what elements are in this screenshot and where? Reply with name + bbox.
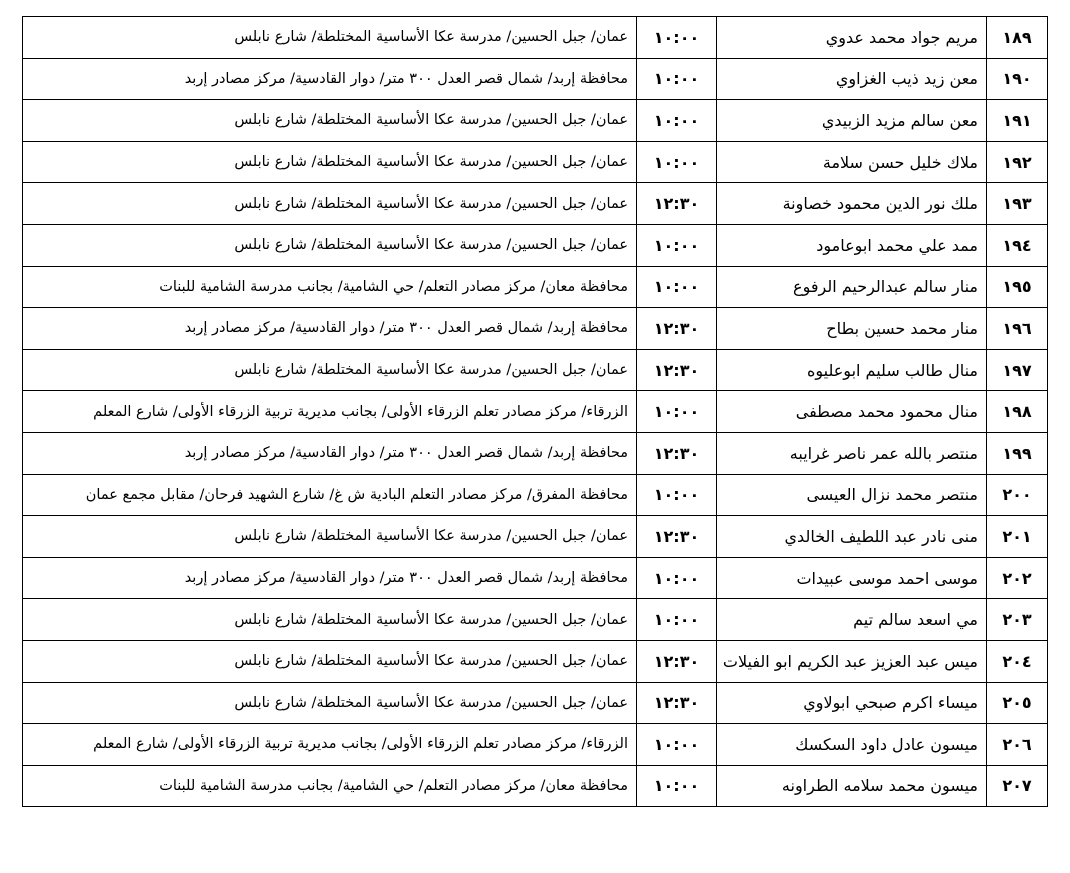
exam-location: عمان/ جبل الحسين/ مدرسة عكا الأساسية المختلطة/ شارع نابلس [23,183,637,225]
candidate-name: ميسون عادل داود السكسك [717,724,987,766]
table-row [23,183,1048,225]
table-row [23,682,1048,724]
exam-time: ١٠:٠٠ [637,765,717,807]
candidate-name: منار محمد حسين بطاح [717,308,987,350]
row-number: ٢٠٢ [987,557,1048,599]
exam-time: ١٠:٠٠ [637,474,717,516]
exam-location: محافظة إربد/ شمال قصر العدل ٣٠٠ متر/ دوار القادسية/ مركز مصادر إربد [23,58,637,100]
exam-location: عمان/ جبل الحسين/ مدرسة عكا الأساسية المختلطة/ شارع نابلس [23,17,637,59]
candidate-name: منتصر بالله عمر ناصر غرايبه [717,432,987,474]
exam-time: ١٠:٠٠ [637,224,717,266]
exam-time: ١٠:٠٠ [637,100,717,142]
table-row [23,224,1048,266]
table-row [23,640,1048,682]
candidate-name: منى نادر عبد اللطيف الخالدي [717,516,987,558]
exam-location: محافظة إربد/ شمال قصر العدل ٣٠٠ متر/ دوار القادسية/ مركز مصادر إربد [23,432,637,474]
table-row [23,599,1048,641]
exam-time: ١٠:٠٠ [637,599,717,641]
candidate-name: ممد علي محمد ابوعامود [717,224,987,266]
table-row [23,765,1048,807]
exam-location: عمان/ جبل الحسين/ مدرسة عكا الأساسية المختلطة/ شارع نابلس [23,349,637,391]
row-number: ١٩٣ [987,183,1048,225]
candidate-name: ميس عبد العزيز عبد الكريم ابو الفيلات [717,640,987,682]
exam-time: ١٢:٣٠ [637,516,717,558]
candidate-name: ميسون محمد سلامه الطراونه [717,765,987,807]
row-number: ١٩٩ [987,432,1048,474]
table-row [23,432,1048,474]
exam-location: عمان/ جبل الحسين/ مدرسة عكا الأساسية المختلطة/ شارع نابلس [23,516,637,558]
row-number: ١٩٤ [987,224,1048,266]
exam-time: ١٠:٠٠ [637,17,717,59]
row-number: ١٩٧ [987,349,1048,391]
row-number: ٢٠٤ [987,640,1048,682]
table-row [23,391,1048,433]
exam-location: عمان/ جبل الحسين/ مدرسة عكا الأساسية المختلطة/ شارع نابلس [23,682,637,724]
row-number: ١٩٨ [987,391,1048,433]
row-number: ١٩١ [987,100,1048,142]
exam-time: ١٠:٠٠ [637,266,717,308]
candidate-name: ملاك خليل حسن سلامة [717,141,987,183]
exam-location: عمان/ جبل الحسين/ مدرسة عكا الأساسية المختلطة/ شارع نابلس [23,599,637,641]
row-number: ١٩٦ [987,308,1048,350]
row-number: ١٩٥ [987,266,1048,308]
candidate-name: مريم جواد محمد عدوي [717,17,987,59]
exam-location: عمان/ جبل الحسين/ مدرسة عكا الأساسية المختلطة/ شارع نابلس [23,224,637,266]
exam-location: محافظة معان/ مركز مصادر التعلم/ حي الشامية/ بجانب مدرسة الشامية للبنات [23,765,637,807]
table-row [23,308,1048,350]
table-row [23,724,1048,766]
row-number: ٢٠٣ [987,599,1048,641]
exam-location: الزرقاء/ مركز مصادر تعلم الزرقاء الأولى/ بجانب مديرية تربية الزرقاء الأولى/ شارع المعلم [23,724,637,766]
table-row [23,266,1048,308]
exam-location: محافظة إربد/ شمال قصر العدل ٣٠٠ متر/ دوار القادسية/ مركز مصادر إربد [23,557,637,599]
candidate-name: معن زيد ذيب الغزاوي [717,58,987,100]
candidate-name: منال محمود محمد مصطفى [717,391,987,433]
table-row [23,557,1048,599]
table-row [23,349,1048,391]
exam-location: محافظة المفرق/ مركز مصادر التعلم البادية ش غ/ شارع الشهيد فرحان/ مقابل مجمع عمان [23,474,637,516]
exam-time: ١٠:٠٠ [637,557,717,599]
exam-time: ١٠:٠٠ [637,58,717,100]
table-row [23,17,1048,59]
candidate-name: منتصر محمد نزال العيسى [717,474,987,516]
row-number: ٢٠٥ [987,682,1048,724]
row-number: ٢٠١ [987,516,1048,558]
table-row [23,100,1048,142]
exam-schedule-table [22,16,1048,807]
table-row [23,141,1048,183]
table-row [23,58,1048,100]
exam-time: ١٢:٣٠ [637,308,717,350]
exam-time: ١٠:٠٠ [637,724,717,766]
row-number: ١٩٠ [987,58,1048,100]
row-number: ١٨٩ [987,17,1048,59]
exam-location: محافظة إربد/ شمال قصر العدل ٣٠٠ متر/ دوار القادسية/ مركز مصادر إربد [23,308,637,350]
table-row [23,516,1048,558]
exam-time: ١٢:٣٠ [637,183,717,225]
exam-location: محافظة معان/ مركز مصادر التعلم/ حي الشامية/ بجانب مدرسة الشامية للبنات [23,266,637,308]
row-number: ٢٠٧ [987,765,1048,807]
row-number: ٢٠٦ [987,724,1048,766]
exam-time: ١٢:٣٠ [637,432,717,474]
exam-location: عمان/ جبل الحسين/ مدرسة عكا الأساسية المختلطة/ شارع نابلس [23,640,637,682]
candidate-name: معن سالم مزيد الزبيدي [717,100,987,142]
exam-time: ١٢:٣٠ [637,349,717,391]
exam-location: عمان/ جبل الحسين/ مدرسة عكا الأساسية المختلطة/ شارع نابلس [23,141,637,183]
table-row [23,474,1048,516]
candidate-name: منار سالم عبدالرحيم الرفوع [717,266,987,308]
candidate-name: مي اسعد سالم تيم [717,599,987,641]
row-number: ٢٠٠ [987,474,1048,516]
candidate-name: ميساء اكرم صبحي ابولاوي [717,682,987,724]
row-number: ١٩٢ [987,141,1048,183]
exam-time: ١٢:٣٠ [637,640,717,682]
candidate-name: منال طالب سليم ابوعليوه [717,349,987,391]
exam-location: الزرقاء/ مركز مصادر تعلم الزرقاء الأولى/ بجانب مديرية تربية الزرقاء الأولى/ شارع المعلم [23,391,637,433]
exam-time: ١٢:٣٠ [637,682,717,724]
exam-location: عمان/ جبل الحسين/ مدرسة عكا الأساسية المختلطة/ شارع نابلس [23,100,637,142]
candidate-name: ملك نور الدين محمود خصاونة [717,183,987,225]
candidate-name: موسى احمد موسى عبيدات [717,557,987,599]
table-body [23,17,1048,807]
exam-time: ١٠:٠٠ [637,141,717,183]
exam-time: ١٠:٠٠ [637,391,717,433]
